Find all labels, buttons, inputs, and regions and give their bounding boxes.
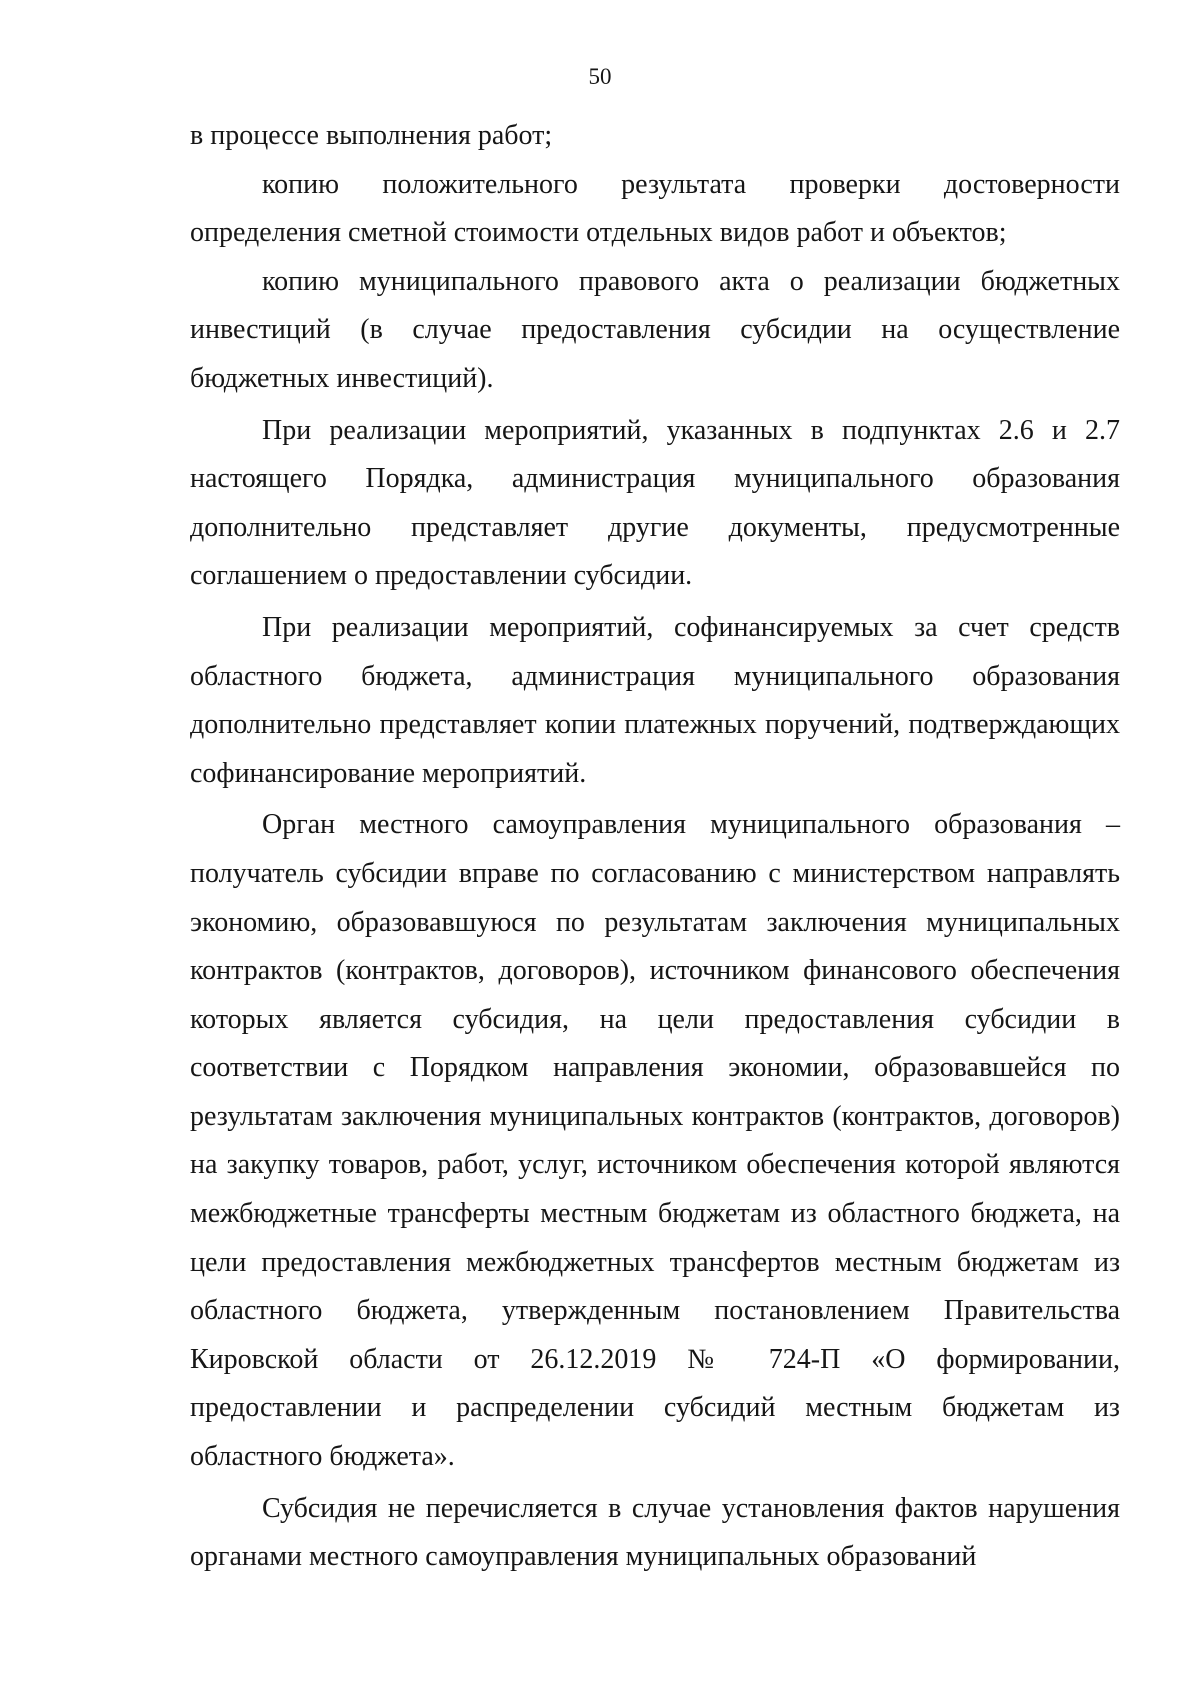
paragraph-savings-direction: Орган местного самоуправления муниципального образования – получатель субсидии вправе по согласованию с министерством направлять экономию, образовавшуюся по результатам заключения муниципальных контрактов (контрактов, договоров), источником финансового обеспечения которых является субсидия, на цели предоставления субсидии в соответствии с Порядком направления экономии, образовавшейся по результатам заключения муниципальных контрактов (контрактов, договоров) на закупку товаров, работ, услуг, источником обеспечения которой являются межбюджетные трансферты местным бюджетам из областного бюджета, на цели предоставления межбюджетных трансфертов местным бюджетам из областного бюджета, утвержденным постановлением Правительства Кировской области от 26.12.2019 № 724-П «О формировании, предоставлении и распределении субсидий местным бюджетам из областного бюджета». [190,809,1120,1473]
document-body [190,112,1120,1582]
paragraph-process-of-work: в процессе выполнения работ; [190,120,553,151]
paragraph-municipal-act-copy: копию муниципального правового акта о реализации бюджетных инвестиций (в случае предоставления субсидии на осуществление бюджетных инвестиций). [190,265,1120,394]
paragraph-estimate-verification-copy: копию положительного результата проверки достоверности определения сметной стоимости отдельных видов работ и объектов; [190,168,1120,249]
page-number: 50 [588,64,612,89]
paragraph-payment-orders: При реализации мероприятий, софинансируемых за счет средств областного бюджета, администрация муниципального образования дополнительно представляет копии платежных поручений, подтверждающих софинансирование мероприятий. [190,611,1120,789]
paragraph-subsidy-not-transferred: Субсидия не перечисляется в случае установления фактов нарушения органами местного самоуправления муниципальных образований [190,1492,1120,1573]
paragraph-additional-documents: При реализации мероприятий, указанных в подпунктах 2.6 и 2.7 настоящего Порядка, администрация муниципального образования дополнительно представляет другие документы, предусмотренные соглашением о предоставлении субсидии. [190,414,1120,592]
